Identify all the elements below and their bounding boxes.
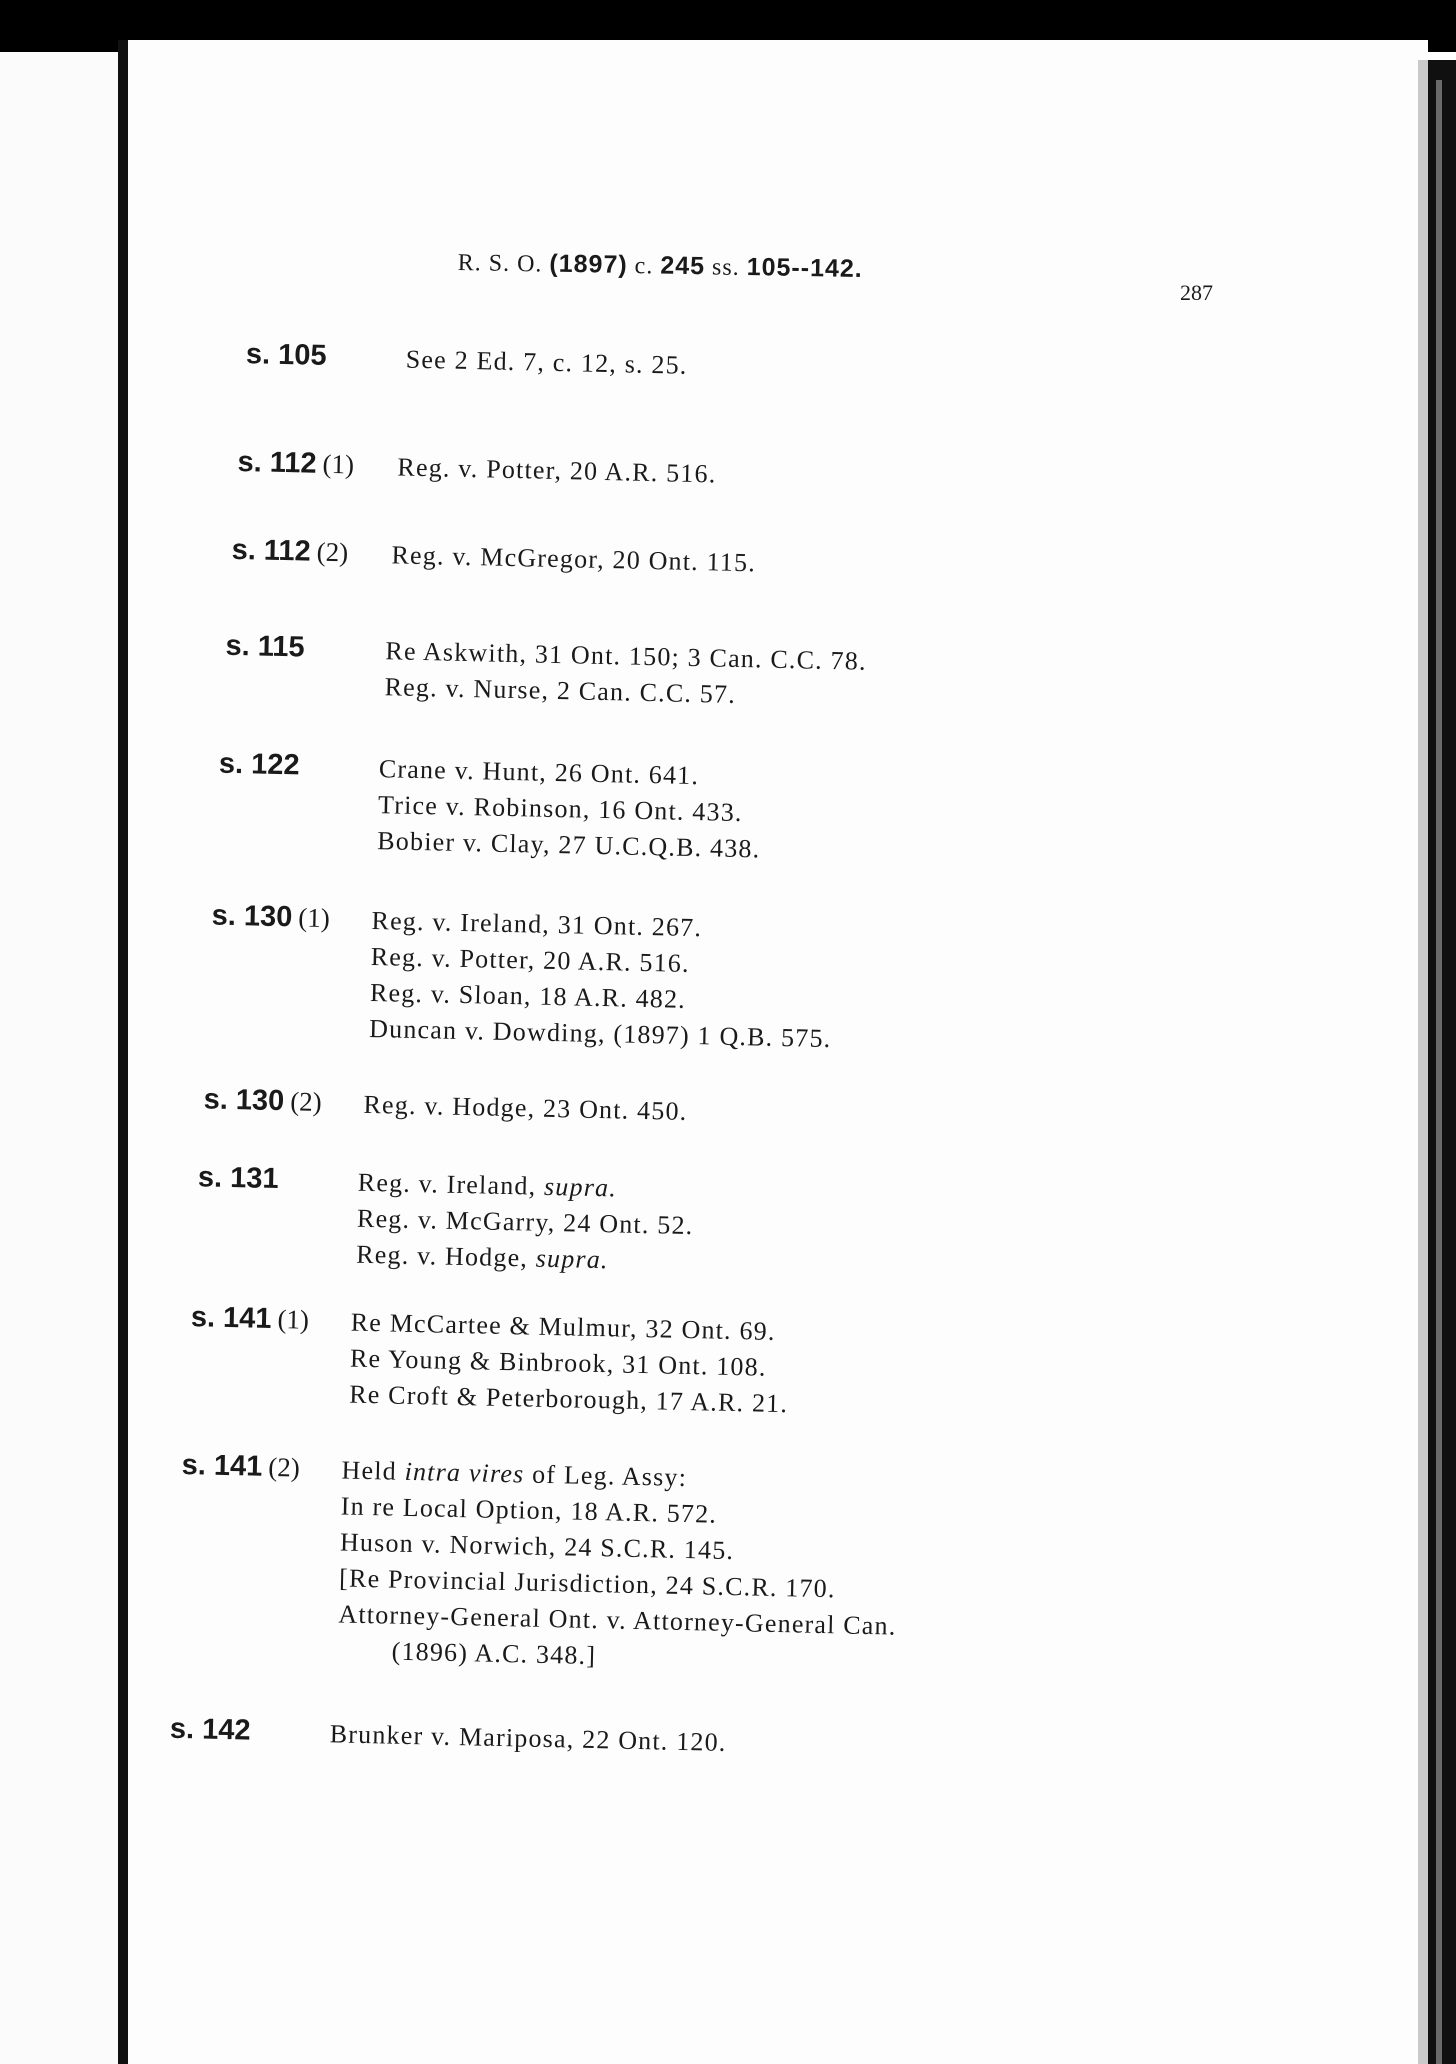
case-citation: Re Young & Binbrook, 31 Ont. 108. [349, 1343, 767, 1382]
section-label: s. 122 [218, 747, 300, 782]
page-edge-right [1418, 60, 1428, 2064]
citation-list [356, 1165, 695, 1280]
section-label: s. 130 [211, 899, 293, 934]
italic-term: supra. [535, 1243, 610, 1275]
case-citation: Re McCartee & Mulmur, 32 Ont. 69. [350, 1307, 776, 1346]
citation-list [337, 1452, 900, 1680]
case-citation: Bobier v. Clay, 27 U.C.Q.B. 438. [377, 826, 761, 864]
case-citation: Reg. v. Sloan, 18 A.R. 482. [369, 977, 687, 1014]
running-head-sections-range: 105--142. [746, 253, 863, 284]
section-number [246, 338, 327, 373]
section-number [237, 446, 354, 482]
case-citation: Reg. v. Ireland, 31 Ont. 267. [371, 906, 703, 943]
citation-list [405, 342, 687, 384]
section-number [211, 900, 330, 936]
citation-list [369, 903, 834, 1057]
case-citation: Reg. v. Potter, 20 A.R. 516. [370, 942, 691, 978]
case-citation: Brunker v. Mariposa, 22 Ont. 120. [329, 1719, 727, 1757]
case-citation: Huson v. Norwich, 24 S.C.R. 145. [339, 1527, 735, 1566]
section-number [198, 1161, 279, 1196]
case-citation: Crane v. Hunt, 26 Ont. 641. [378, 754, 700, 791]
case-citation: Reg. v. Hodge, supra. [355, 1239, 610, 1275]
subsection-label: (1) [277, 1304, 310, 1335]
case-citation: Reg. v. Hodge, 23 Ont. 450. [363, 1089, 688, 1126]
case-citation: Reg. v. McGregor, 20 Ont. 115. [391, 540, 757, 578]
subsection-label: (2) [316, 536, 349, 568]
section-label: s. 142 [169, 1712, 251, 1747]
section-label: s. 115 [225, 629, 305, 664]
running-head-chapter-number: 245 [660, 251, 706, 281]
section-label: s. 131 [197, 1161, 279, 1196]
binding-shadow [118, 40, 128, 2064]
section-label: s. 141 [190, 1301, 272, 1335]
section-number [170, 1713, 251, 1748]
running-head-prefix: R. S. O. [457, 249, 543, 278]
case-citation: Held intra vires of Leg. Assy: [341, 1455, 688, 1493]
subsection-label: (1) [297, 902, 331, 934]
section-number [181, 1449, 300, 1485]
scan-right-border [1428, 60, 1456, 2064]
citation-list [397, 449, 717, 492]
running-head-year: (1897) [549, 249, 628, 279]
case-citation: Duncan v. Dowding, (1897) 1 Q.B. 575. [368, 1013, 832, 1054]
case-citation: Trice v. Robinson, 16 Ont. 433. [377, 790, 743, 828]
case-citation: See 2 Ed. 7, c. 12, s. 25. [405, 344, 688, 380]
section-number [219, 748, 300, 783]
case-citation: In re Local Option, 18 A.R. 572. [340, 1491, 718, 1529]
section-label: s. 141 [181, 1448, 263, 1483]
case-citation: Reg. v. Ireland, supra. [357, 1167, 618, 1203]
case-citation: [Re Provincial Jurisdiction, 24 S.C.R. 170. [338, 1563, 836, 1604]
citation-list [349, 1305, 790, 1423]
section-label: s. 130 [203, 1083, 285, 1118]
running-head-sections-label: ss. [711, 254, 740, 281]
citation-list [384, 633, 867, 715]
case-citation: Reg. v. Nurse, 2 Can. C.C. 57. [384, 672, 737, 709]
citation-list [377, 751, 762, 867]
section-number [191, 1301, 310, 1337]
italic-term: intra vires [404, 1456, 525, 1489]
subsection-label: (1) [322, 448, 355, 480]
section-label: s. 112 [237, 445, 317, 480]
citation-list [363, 1087, 688, 1130]
case-citation: Re Askwith, 31 Ont. 150; 3 Can. C.C. 78. [385, 636, 868, 676]
subsection-label: (2) [289, 1086, 323, 1117]
italic-term: supra. [543, 1171, 618, 1203]
facing-page-edge [0, 52, 118, 2064]
section-number [203, 1083, 322, 1119]
page-stack-edge [1436, 80, 1442, 2064]
section-number [225, 630, 305, 665]
subsection-label: (2) [267, 1451, 301, 1483]
case-citation: Re Croft & Peterborough, 17 A.R. 21. [348, 1379, 789, 1419]
case-citation: Attorney-General Ont. v. Attorney-General Can. [338, 1599, 897, 1641]
case-citation: Reg. v. McGarry, 24 Ont. 52. [356, 1203, 694, 1241]
section-label: s. 112 [231, 533, 311, 568]
case-citation: Reg. v. Potter, 20 A.R. 516. [397, 452, 717, 489]
section-label: s. 105 [245, 338, 327, 372]
running-head-chapter-label: c. [634, 253, 654, 280]
section-number [231, 534, 348, 570]
case-citation: (1896) A.C. 348.] [391, 1636, 597, 1671]
page-number: 287 [1180, 280, 1213, 305]
